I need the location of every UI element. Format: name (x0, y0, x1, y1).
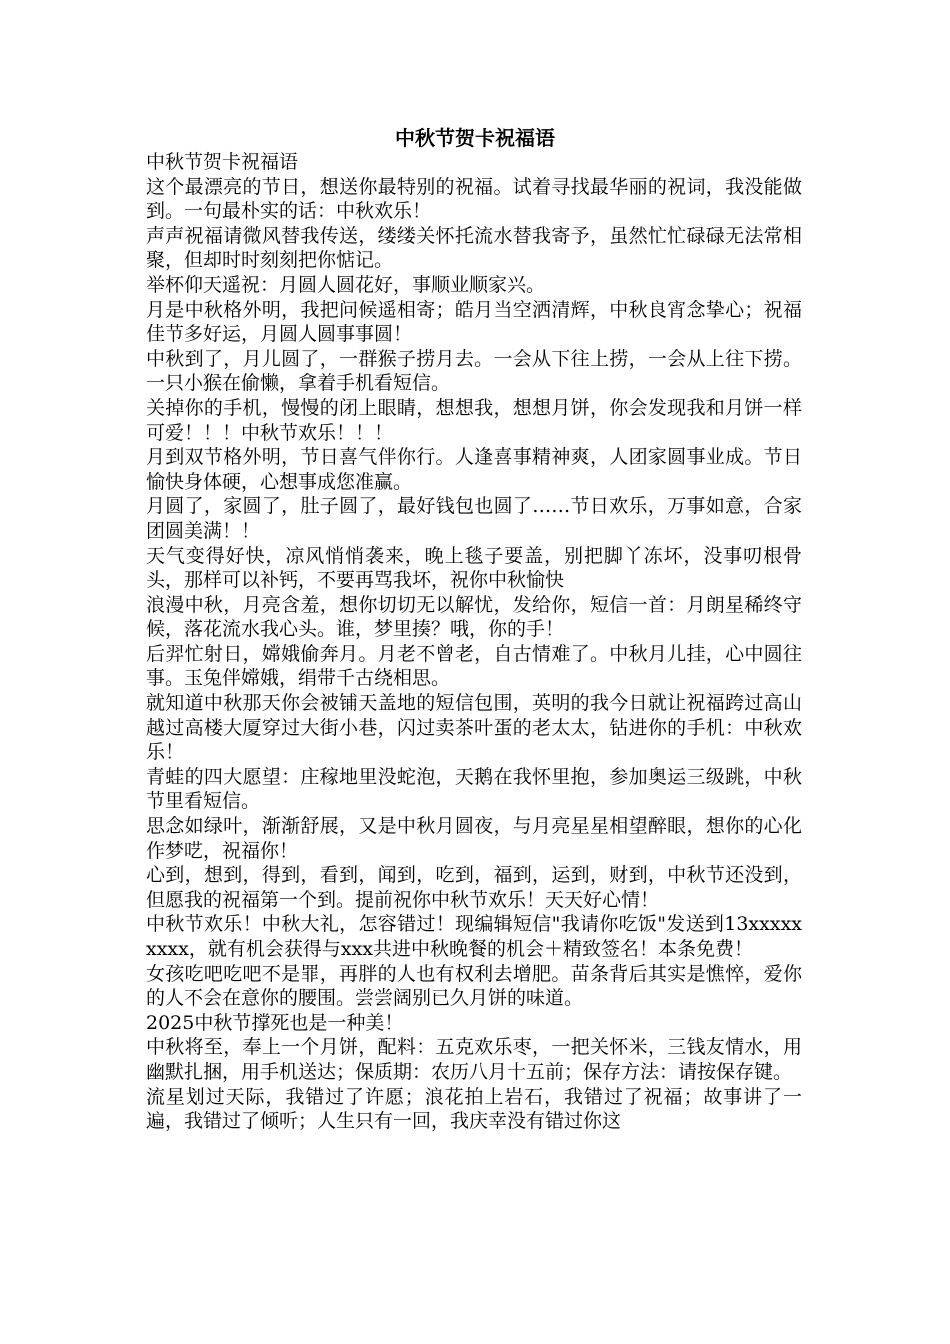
paragraph: 这个最漂亮的节日，想送你最特别的祝福。试着寻找最华丽的祝词，我没能做到。一句最朴实的话：中秋欢乐！ (146, 175, 802, 223)
paragraph: 举杯仰天遥祝：月圆人圆花好，事顺业顺家兴。 (146, 273, 546, 296)
document-body (146, 150, 802, 1134)
paragraph: 中秋节贺卡祝福语 (146, 151, 299, 173)
paragraph: 2025中秋节撑死也是一种美！ (146, 1011, 404, 1034)
paragraph: 月圆了，家圆了，肚子圆了，最好钱包也圆了……节日欢乐，万事如意，合家团圆美满！！ (146, 495, 802, 542)
paragraph: 中秋将至，奉上一个月饼，配料：五克欢乐枣，一把关怀米，三钱友情水，用幽默扎捆，用手机送达；保质期：农历八月十五前；保存方法：请按保存键。 (146, 1036, 802, 1083)
paragraph: 心到，想到，得到，看到，闻到，吃到，福到，运到，财到，中秋节还没到，但愿我的祝福第一个到。提前祝你中秋节欢乐！天天好心情！ (146, 864, 802, 911)
paragraph: 后羿忙射日，嫦娥偷奔月。月老不曾老，自古情难了。中秋月儿挂，心中圆往事。玉兔伴嫦娥，绢带千古绕相思。 (146, 642, 802, 690)
paragraph: 浪漫中秋，月亮含羞，想你切切无以解忧，发给你，短信一首：月朗星稀终守候，落花流水我心头。谁，梦里揍？哦，你的手！ (146, 593, 802, 641)
paragraph: 关掉你的手机，慢慢的闭上眼睛，想想我，想想月饼，你会发现我和月饼一样可爱！！！中秋节欢乐！！！ (146, 396, 802, 444)
paragraph: 青蛙的四大愿望：庄稼地里没蛇泡，天鹅在我怀里抱，参加奥运三级跳，中秋节里看短信。 (146, 765, 802, 813)
paragraph: 中秋节欢乐！中秋大礼，怎容错过！现编辑短信"我请你吃饭"发送到13xxxxxxxxx，就有机会获得与xxx共进中秋晚餐的机会＋精致签名！本条免费！ (146, 913, 802, 960)
paragraph: 就知道中秋那天你会被铺天盖地的短信包围，英明的我今日就让祝福跨过高山越过高楼大厦穿过大街小巷，闪过卖茶叶蛋的老太太，钻进你的手机：中秋欢乐！ (146, 692, 802, 764)
paragraph: 声声祝福请微风替我传送，缕缕关怀托流水替我寄予，虽然忙忙碌碌无法常相聚，但却时时刻刻把你惦记。 (146, 224, 802, 272)
paragraph: 流星划过天际，我错过了许愿；浪花拍上岩石，我错过了祝福；故事讲了一遍，我错过了倾听；人生只有一回，我庆幸没有错过你这 (146, 1085, 802, 1133)
paragraph: 月到双节格外明，节日喜气伴你行。人逢喜事精神爽，人团家圆事业成。节日愉快身体硬，心想事成您准赢。 (146, 446, 802, 493)
paragraph: 月是中秋格外明，我把问候遥相寄；皓月当空洒清辉，中秋良宵念挚心；祝福佳节多好运，月圆人圆事事圆！ (146, 298, 802, 346)
paragraph: 女孩吃吧吃吧不是罪，再胖的人也有权利去增肥。苗条背后其实是憔悴，爱你的人不会在意你的腰围。尝尝阔别已久月饼的味道。 (146, 962, 802, 1010)
paragraph: 天气变得好快，凉风悄悄袭来，晚上毯子要盖，别把脚丫冻坏，没事叨根骨头，那样可以补钙，不要再骂我坏，祝你中秋愉快 (146, 544, 802, 592)
paragraph: 中秋到了，月儿圆了，一群猴子捞月去。一会从下往上捞，一会从上往下捞。一只小猴在偷懒，拿着手机看短信。 (146, 347, 802, 395)
paragraph: 思念如绿叶，渐渐舒展，又是中秋月圆夜，与月亮星星相望醉眼，想你的心化作梦呓，祝福你！ (146, 815, 802, 862)
document-title: 中秋节贺卡祝福语 (395, 126, 555, 150)
